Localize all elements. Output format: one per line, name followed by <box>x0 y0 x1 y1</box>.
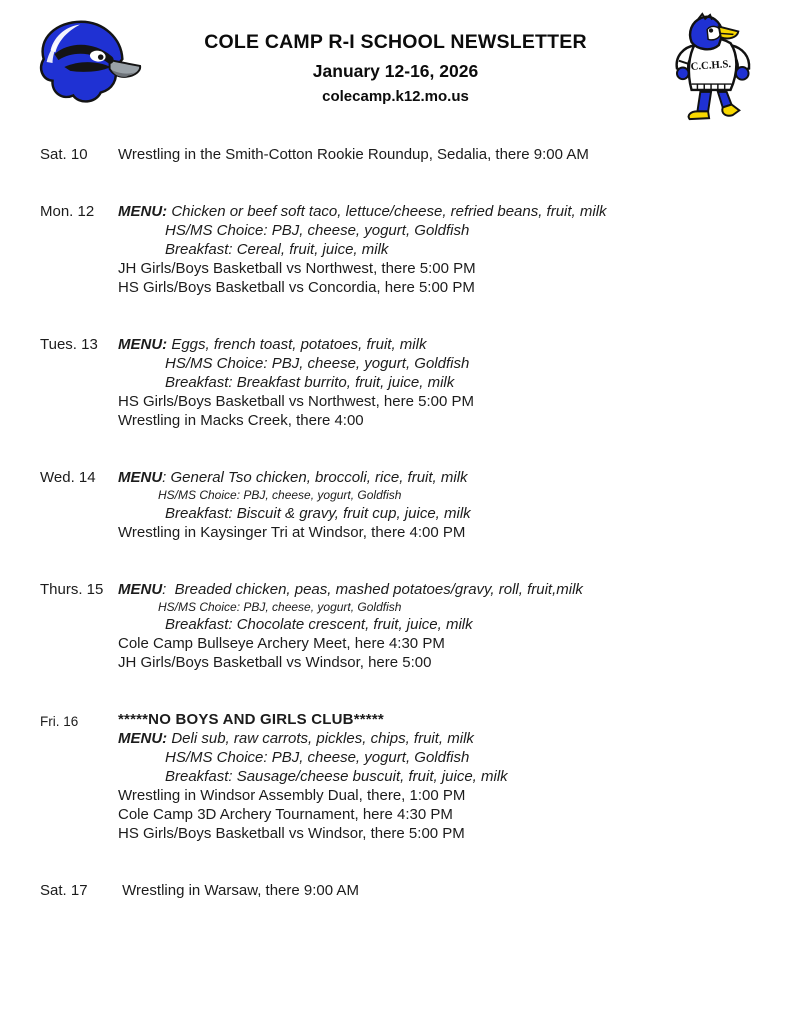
schedule-line: Wrestling in the Smith-Cotton Rookie Roundup, Sedalia, there 9:00 AM <box>118 146 589 163</box>
menu-items: : General Tso chicken, broccoli, rice, fruit, milk <box>162 469 468 486</box>
menu-items: Chicken or beef soft taco, lettuce/cheese, refried beans, fruit, milk <box>167 203 607 220</box>
day-entries <box>118 881 777 900</box>
schedule-line: HS/MS Choice: PBJ, cheese, yogurt, Goldfish <box>165 355 470 372</box>
school-website: colecamp.k12.mo.us <box>322 88 469 105</box>
day-label: Mon. 12 <box>40 203 95 220</box>
schedule <box>40 145 777 938</box>
menu-label: MENU: <box>118 203 168 220</box>
day-entries <box>118 710 777 843</box>
menu-label: MENU <box>118 469 163 486</box>
schedule-line: JH Girls/Boys Basketball vs Windsor, here 5:00 <box>118 654 432 671</box>
menu-line <box>118 580 777 599</box>
schedule-row <box>40 145 777 164</box>
date-range: January 12-16, 2026 <box>312 61 479 81</box>
day-entries <box>118 202 777 297</box>
schedule-line: HS Girls/Boys Basketball vs Northwest, here 5:00 PM <box>118 393 474 410</box>
schedule-line: Cole Camp Bullseye Archery Meet, here 4:30 PM <box>118 635 445 652</box>
menu-items: Deli sub, raw carrots, pickles, chips, fruit, milk <box>167 730 474 747</box>
menu-label: MENU: <box>118 336 168 353</box>
day-entries <box>118 335 777 430</box>
day-label: Fri. 16 <box>40 714 79 729</box>
mascot-shirt-text: C.C.H.S. <box>690 58 732 73</box>
schedule-line: Breakfast: Sausage/cheese buscuit, fruit, juice, milk <box>165 768 508 785</box>
schedule-line: Wrestling in Warsaw, there 9:00 AM <box>118 882 359 899</box>
schedule-line: HS/MS Choice: PBJ, cheese, yogurt, Goldfish <box>158 599 402 614</box>
header <box>0 0 791 130</box>
menu-line <box>118 202 777 221</box>
schedule-line: HS/MS Choice: PBJ, cheese, yogurt, Goldfish <box>165 749 470 766</box>
cchs-bluejay-mascot-icon <box>663 12 763 124</box>
day-entries <box>118 580 777 673</box>
day-label: Sat. 17 <box>40 882 88 899</box>
page-title: COLE CAMP R-I SCHOOL NEWSLETTER <box>204 31 587 53</box>
schedule-line: HS/MS Choice: PBJ, cheese, yogurt, Goldfish <box>165 222 470 239</box>
day-label: Thurs. 15 <box>40 580 104 598</box>
schedule-line: Breakfast: Biscuit & gravy, fruit cup, juice, milk <box>165 504 471 522</box>
schedule-line: HS/MS Choice: PBJ, cheese, yogurt, Goldfish <box>158 488 402 502</box>
day-entries <box>118 468 777 542</box>
schedule-line: Cole Camp 3D Archery Tournament, here 4:30 PM <box>118 806 453 823</box>
schedule-line: Breakfast: Cereal, fruit, juice, milk <box>165 241 389 258</box>
day-label: Tues. 13 <box>40 336 98 353</box>
schedule-row <box>40 468 777 542</box>
schedule-line: HS Girls/Boys Basketball vs Windsor, there 5:00 PM <box>118 825 465 842</box>
schedule-line: Breakfast: Breakfast burrito, fruit, juice, milk <box>165 374 455 391</box>
menu-label: MENU: <box>118 730 168 747</box>
menu-items: Eggs, french toast, potatoes, fruit, milk <box>167 336 427 353</box>
schedule-row <box>40 710 777 843</box>
menu-line <box>118 335 777 354</box>
day-entries <box>118 145 777 164</box>
menu-line <box>118 729 777 748</box>
menu-label: MENU <box>118 580 163 598</box>
schedule-line: *****NO BOYS AND GIRLS CLUB***** <box>118 711 384 728</box>
schedule-row <box>40 202 777 297</box>
schedule-line: JH Girls/Boys Basketball vs Northwest, there 5:00 PM <box>118 260 476 277</box>
schedule-line: Wrestling in Kaysinger Tri at Windsor, there 4:00 PM <box>118 523 466 541</box>
menu-items: : Breaded chicken, peas, mashed potatoes/gravy, roll, fruit,milk <box>162 580 583 598</box>
schedule-line: Wrestling in Macks Creek, there 4:00 <box>118 412 364 429</box>
schedule-line: HS Girls/Boys Basketball vs Concordia, here 5:00 PM <box>118 279 475 296</box>
schedule-row <box>40 580 777 673</box>
schedule-row <box>40 335 777 430</box>
schedule-row <box>40 881 777 900</box>
menu-line <box>118 468 777 487</box>
day-label: Wed. 14 <box>40 469 96 486</box>
day-label: Sat. 10 <box>40 146 88 163</box>
schedule-line: Breakfast: Chocolate crescent, fruit, juice, milk <box>165 616 473 633</box>
schedule-line: Wrestling in Windsor Assembly Dual, there, 1:00 PM <box>118 787 466 804</box>
